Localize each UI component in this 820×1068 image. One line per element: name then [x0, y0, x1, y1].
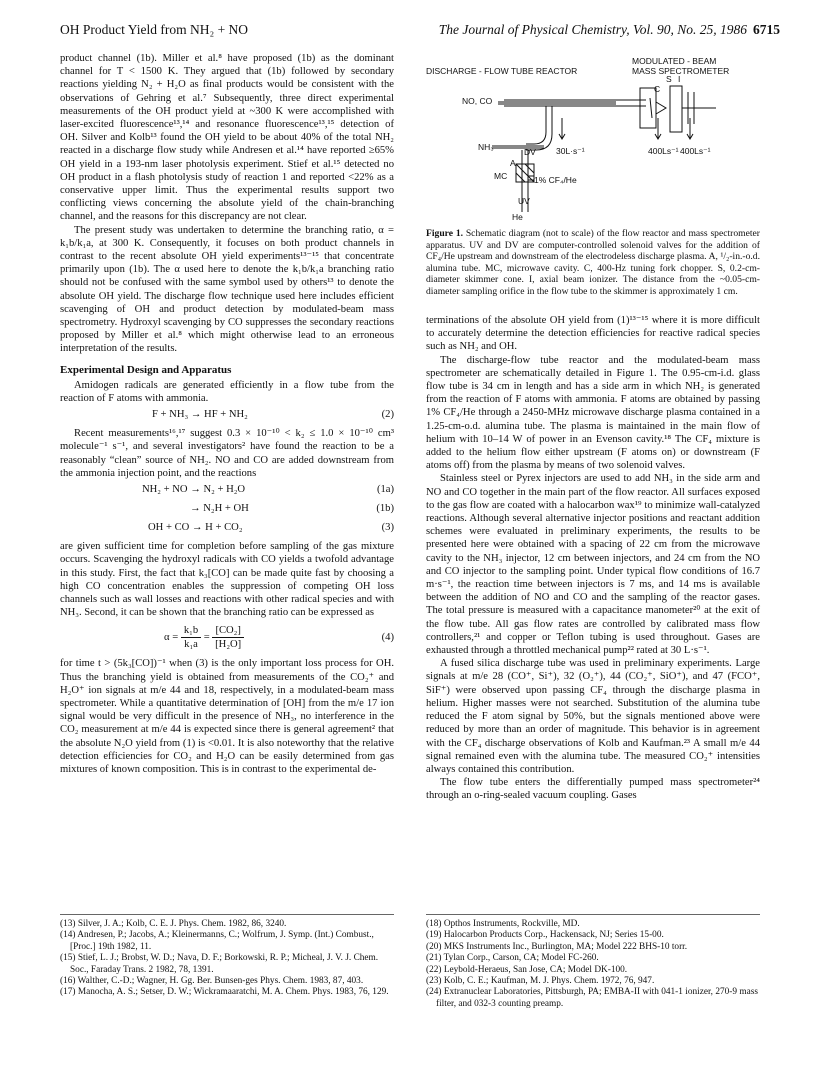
fraction-conc: $\frac{\text{[CO₂]}}{\text{[H₂O]}}$ — [212, 624, 243, 651]
equation-1a: NH₂ + NO → N₂ + H₂O (1a) — [142, 484, 394, 496]
reference: (17) Manocha, A. S.; Setser, D. W.; Wickramaaratchi, M. A. Chem. Phys. 1983, 76, 129. — [60, 987, 389, 998]
reference: (15) Stief, L. J.; Brobst, W. D.; Nava, D. F.; Borkowski, R. P.; Micheal, J. V. J. Chem. Soc., Faraday Trans. 2 1982, 78, 1391. — [60, 953, 379, 975]
reference: (23) Kolb, C. E.; Kaufman, M. J. Phys. Chem. 1972, 76, 947. — [426, 976, 655, 987]
reference: (18) Opthos Instruments, Rockville, MD. — [426, 919, 580, 929]
references-left — [60, 914, 394, 999]
paragraph: for time t > (5k₃[CO])⁻¹ when (3) is the only important loss process for OH. Thus the branching yield is obtained from measurements of the CO₂⁺ and H₂O⁺ ion signals at m/e 44 and 18, respectively, in a modulated-beam mass spectrometer. While a quantitative determination of [OH] from the m/e 17 ion signal would be very difficult in the presence of NH₃, no interference in the CO₂ measurement at m/e 44 is expected since there is general agreement² that the absolute N₂O yield from (1) is <0.01. It is also noteworthy that the relative detection efficiencies for CO₂ and H₂O can be easily determined from gas mixtures of known composition. This is in contrast to the experimental de- — [60, 658, 394, 775]
equation-2: F + NH₃ → HF + NH₂ (2) — [152, 409, 394, 421]
figure-caption: Figure 1. Schematic diagram (not to scale) of the flow reactor and mass spectrometer apparatus. UV and DV are computer-controlled solenoid valves for the addition of CF₄/He upstream and downstream of the electrodeless discharge plasma. A, ¹/₂-in.-o.d. alumina tube. MC, microwave cavity. C, 400-Hz tuning fork chopper. S, 0.2-cm-diameter skimmer cone. I, axial beam ionizer. The distance from the ~0.05-cm-diameter sampling orifice in the flow tube to the skimmer is approximately 1 cm. — [426, 228, 760, 297]
page-number: 6715 — [753, 22, 780, 37]
figure-1 — [426, 52, 760, 297]
label-dv: DV — [524, 147, 536, 157]
label-no-co: NO, CO — [462, 96, 493, 106]
left-column — [60, 52, 394, 776]
references-right — [426, 914, 760, 1010]
running-header — [60, 22, 780, 42]
fraction-k: $\frac{\text{k₁b}}{\text{k₁a}}$ — [181, 624, 201, 651]
running-title: OH Product Yield from NH₂ + NO — [60, 22, 249, 37]
label-flow-reactor: DISCHARGE - FLOW TUBE REACTOR — [426, 66, 578, 76]
equation-1b: → N₂H + OH (1b) — [190, 503, 394, 515]
label-pump-30: 30L·s⁻¹ — [556, 146, 585, 156]
reference: (16) Walther, C.-D.; Wagner, H. Gg. Ber. Bunsen-ges Phys. Chem. 1983, 87, 403. — [60, 976, 364, 987]
reference: (24) Extranuclear Laboratories, Pittsburgh, PA; EMBA-II with 041-1 ionizer, 270-9 mass filter, and 032-3 counting preamp. — [426, 987, 758, 1009]
paragraph: Recent measurements¹⁶,¹⁷ suggest 0.3 × 10⁻¹⁰ < k₂ ≤ 1.0 × 10⁻¹⁰ cm³ molecule⁻¹ s⁻¹, and several investigators² have found the reaction to be a reasonably “clean” source of NH₂. NO and CO are added downstream from the ammonia injection point, and the reactions — [60, 428, 394, 479]
paragraph: The discharge-flow tube reactor and the modulated-beam mass spectrometer are schematically detailed in Figure 1. The 0.95-cm-i.d. glass flow tube is 34 cm in length and has a side arm in which NH₂ is generated from the reaction of F atoms with ammonia. F atoms are obtained by passing 1% CF₄/He through a 2450-MHz microwave discharge plasma contained in a 1.25-cm-o.d. alumina tube. The plasma is maintained in the main flow of helium with 10–14 W of power in an Evenson cavity.¹⁸ The CF₄ mixture is added to the helium flow either upstream (F atoms on) or downstream (F atoms off) from the plasma by means of two solenoid valves. — [426, 354, 760, 472]
label-pump-400b: 400Ls⁻¹ — [680, 146, 711, 156]
paragraph: The present study was undertaken to determine the branching ratio, α = k₁b/k₁a, at 300 K. Consequently, it focuses on both product channels in contrast to the recent absolute OH yield experiments¹³⁻¹⁵ that concentrate primarily upon (1b). The α used here to denote the k₁b/k₁a branching ratio should not be confused with the same symbol used by others¹³ to denote the absolute OH yield. The discharge flow technique used here includes efficient scavenging of OH and product detection by modulated-beam mass spectrometry. Hydroxyl scavenging by CO suppresses the secondary reactions proposed by Miller et al.⁸ which might otherwise lead to an erroneous interpretation of the results. — [60, 224, 394, 355]
label-s: S — [666, 74, 672, 84]
equation-3: OH + CO → H + CO₂ (3) — [148, 522, 394, 534]
label-nh3: NH₃ — [478, 142, 494, 152]
equation-4: α = $\frac{\text{k₁b}}{\text{k₁a}}$ = $\frac{\text{[CO₂]}}{\text{[H₂O]}}$ (4) — [164, 625, 394, 651]
reference: (22) Leybold-Heraeus, San Jose, CA; Model DK-100. — [426, 964, 628, 975]
paragraph: product channel (1b). Miller et al.⁸ have proposed (1b) as the dominant channel for T < 1500 K. They argued that (1b) followed by secondary reactions yielding N₂ + H₂O as final products would be consistent with the observations of Gehring et al.⁷ Subsequently, three direct experimental measurements of the OH product yield at ~300 K were accomplished with laser-excited fluorescence¹³,¹⁴ and resonance fluorescence¹³,¹⁵ detection of OH. Silver and Kolb¹³ found the OH yield to be about 40% of the total NH₂ reacted in a discharge flow study while Andresen et al.¹⁴ have reported ≥65% OH yield in a 193-nm laser photolysis experiment. Stief et al.¹⁵ detected no OH product in a flash photolysis study of reaction 1 and reported <22% as a conservative upper limit. Thus the experimental results support two conflicting views concerning the absolute yield of the chain-branching channel, and the reasons for this discrepancy are not clear. — [60, 53, 394, 223]
paragraph: terminations of the absolute OH yield from (1)¹³⁻¹⁵ where it is more difficult to accurately determine the detection efficiencies for reactive radical species such as NH₂ and OH. — [426, 315, 760, 353]
label-c: C — [654, 84, 661, 94]
label-uv: UV — [518, 196, 530, 206]
label-i: I — [678, 74, 681, 84]
reference: (13) Silver, J. A.; Kolb, C. E. J. Phys. Chem. 1982, 86, 3240. — [60, 919, 287, 929]
paragraph: Amidogen radicals are generated efficiently in a flow tube from the reaction of F atoms with ammonia. — [60, 379, 394, 405]
right-column — [426, 314, 760, 803]
label-pump-400a: 400Ls⁻¹ — [648, 146, 679, 156]
label-he: He — [512, 212, 523, 222]
section-heading: Experimental Design and Apparatus — [60, 363, 232, 376]
label-mass-spec: MODULATED - BEAM MASS SPECTROMETER — [632, 56, 730, 76]
label-a: A — [510, 158, 516, 168]
label-mc: MC — [494, 171, 508, 181]
paragraph: The flow tube enters the differentially pumped mass spectrometer²⁴ through an o-ring-sealed vacuum coupling. Gases — [426, 777, 760, 802]
paragraph: are given sufficient time for completion before sampling of the gas mixture occurs. Scavenging the hydroxyl radicals with CO yields a twofold advantage in this study. First, the fact that k₃[CO] can be made quite fast by choosing a high CO concentration enables the suppression of competing OH loss channels such as wall losses and reactions with other radical species and with NH₃. Second, it can be shown that the branching ratio can be expressed as — [60, 541, 394, 619]
reference: (19) Halocarbon Products Corp., Hackensack, NJ; Series 15-00. — [426, 930, 664, 941]
label-cf4: 1% CF₄/He — [534, 175, 577, 185]
reference: (20) MKS Instruments Inc., Burlington, MA; Model 222 BHS-10 torr. — [426, 941, 688, 952]
apparatus-diagram — [426, 52, 760, 222]
paragraph: A fused silica discharge tube was used in preliminary experiments. Large signals at m/e 28 (CO⁺, Si⁺), 32 (O₂⁺), 44 (CO₂⁺, SiO⁺), and 47 (FCO⁺, SiF⁺) were observed upon passing CF₄ through the discharge plasma in helium. Higher masses were not searched. Substitution of the alumina tube reduced the F atom signal by 50%, but the signals mentioned above were reduced by more than an order of magnitude. This behavior is in agreement with the CF₄ discharge observations of Kolb and Kaufman.²³ A small m/e 44 signal remained even with the alumina tube. The measured CO₂⁺ intensities always contained this contribution. — [426, 658, 760, 775]
reference: (14) Andresen, P.; Jacobs, A.; Kleinermanns, C.; Wolfrum, J. Symp. (Int.) Combust., [Proc.] 19th 1982, 11. — [60, 930, 374, 952]
paragraph: Stainless steel or Pyrex injectors are used to add NH₃ in the side arm and NO and CO together in the main part of the flow reactor. All surfaces exposed to the gas flow are coated with a halocarbon wax¹⁹ to minimize wall-catalyzed reactions. Although several alternative injector positions and reactant addition schemes were evaluated in preliminary experiments, the results to be presented here were obtained with a spacing of 22 cm from the microwave cavity to the NH₃ injector, 12 cm between injectors, and 24 cm from the NO and CO injector to the sampling point. Under typical flow conditions of 16.7 m·s⁻¹, the reaction time between injectors is 7 ms, and 14 ms is available between the addition of NO and CO and the sampling of the reactor gases. The total pressure is measured with a capacitance manometer²⁰ at the exit of the flow tube. All gas flow rates are controlled by calibrated mass flow controllers,²¹ and copper or Teflon tubing is used throughout. Gases are exhausted through a throttled mechanical pump²² rated at 30 L·s⁻¹. — [426, 473, 760, 657]
reference: (21) Tylan Corp., Carson, CA; Model FC-260. — [426, 953, 599, 964]
journal-citation: The Journal of Physical Chemistry, Vol. 90, No. 25, 1986 6715 — [438, 22, 780, 37]
